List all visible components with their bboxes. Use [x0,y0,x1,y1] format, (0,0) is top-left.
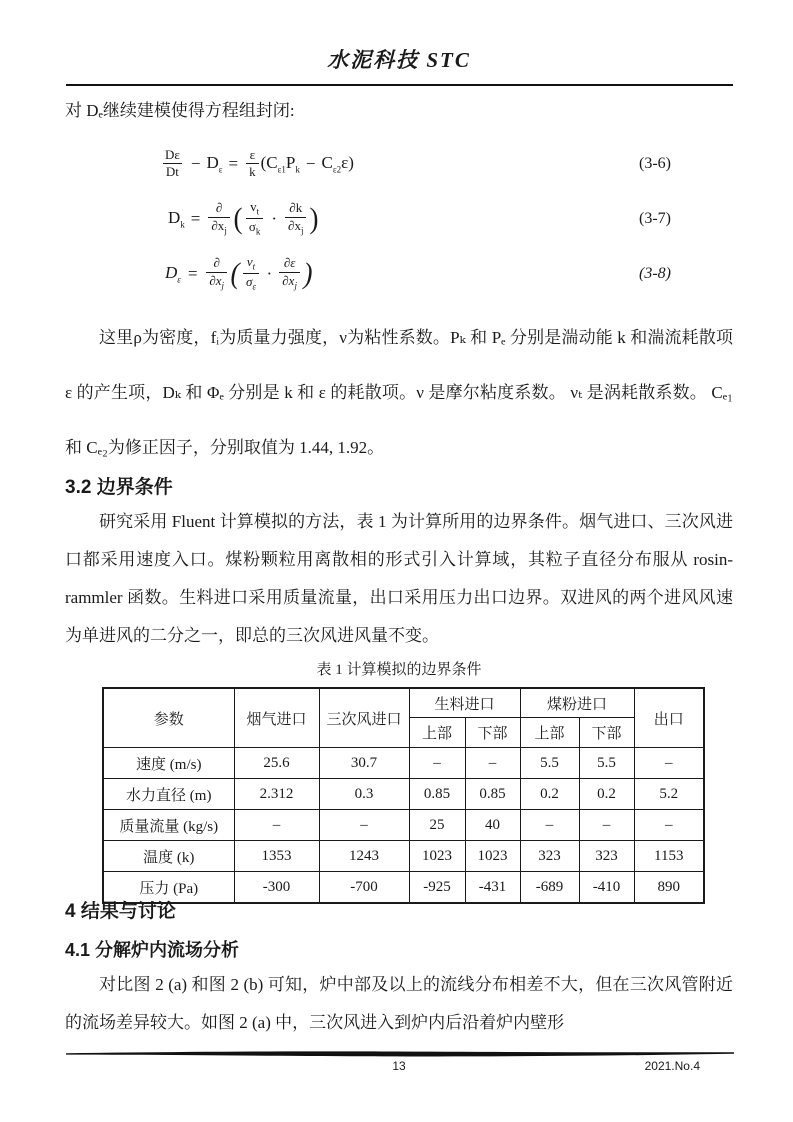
header-cell-upper: 上部 [520,718,579,748]
math-symbol: ( [260,152,267,172]
math-subscript: k [255,226,261,237]
fraction [246,199,264,238]
math-subscript: ε1 [277,164,286,175]
equations-block [65,136,733,301]
math-token [321,153,353,174]
equation-body [168,199,320,238]
math-symbol: ε [341,152,349,172]
header-cell-raw-meal-inlet: 生料进口 [409,688,520,718]
close-paren: ) [303,257,313,290]
page-number: 13 [392,1059,406,1073]
math-operator: = [190,208,201,228]
equation-3-8 [65,246,733,301]
journal-title: 水泥科技 STC [327,48,471,72]
table-cell: 0.2 [520,779,579,810]
math-token: ∂ [215,200,223,216]
math-symbol: σ [246,274,253,289]
header-cell-upper: 上部 [409,718,465,748]
table-cell: 1023 [465,841,520,872]
table-cell: 25.6 [234,748,319,779]
fraction [285,200,306,236]
table-cell: 40 [465,810,520,841]
fraction [279,255,300,291]
math-subscript: ε [218,164,223,175]
math-subscript: t [256,206,260,217]
math-subscript: ε2 [332,164,342,175]
table-cell: -925 [409,872,465,904]
math-token: Dε [165,146,180,162]
boundary-conditions-table [102,687,705,904]
row-label: 压力 (Pa) [103,872,234,904]
math-symbol: P [285,152,296,172]
table-header-row-1 [103,688,704,718]
table-cell: 890 [634,872,704,904]
header-cell-smoke-inlet: 烟气进口 [234,688,319,748]
open-paren: ( [230,257,240,290]
table-cell: 5.5 [579,748,634,779]
table-cell: 1243 [319,841,409,872]
math-subscript: j [300,225,304,236]
footer-rule [66,1050,734,1058]
math-subscript: j [221,280,225,291]
math-token [243,273,259,293]
fraction [246,147,259,181]
row-label: 质量流量 (kg/s) [103,810,234,841]
table-cell: 2.312 [234,779,319,810]
math-token: Dt [163,163,182,180]
math-token [285,217,306,237]
table-row-temperature [103,841,704,872]
math-symbol: D [168,207,181,227]
math-token [165,263,181,284]
table-cell: 5.5 [520,748,579,779]
math-subscript: k [295,164,300,175]
table-cell: – [409,748,465,779]
intro-paragraph: 对 Dₑ继续建模使得方程组封闭: [65,101,295,120]
math-symbol: ∂x [209,272,222,288]
turbulence-paragraph: 这里ρ为密度，fᵢ为质量力强度，ν为粘性系数。Pₖ 和 Pₑ 分别是湍动能 k 和湍流耗散项 ε 的产生项，Dₖ 和 Φₑ 分别是 k 和 ε 的耗散项。ν 是摩尔粘度系数。 νₜ 是涡耗散系数。 Cₑ₁ 和 Cₑ₂为修正因子，分别取值为 1.44, 1.92。 [65,328,734,457]
section-3-2-heading: 3.2 边界条件 [65,477,173,498]
table-cell: 1353 [234,841,319,872]
table-cell: 323 [520,841,579,872]
math-operator: · [271,208,278,228]
issue-number: 2021.No.4 [644,1059,700,1073]
header-cell-param: 参数 [103,688,234,748]
table-cell: -300 [234,872,319,904]
fraction [162,147,183,181]
table-row-hydraulic-diameter [103,779,704,810]
math-subscript: ε [177,274,181,285]
math-operator: = [228,153,239,173]
math-token: ∂ε [283,255,296,271]
table-cell: 323 [579,841,634,872]
math-token: ∂k [289,200,303,216]
math-subscript: t [252,261,256,272]
flow-field-paragraph: 对比图 2 (a) 和图 2 (b) 可知，炉中部及以上的流线分布相差不大，但在三次风管附近的流场差异较大。如图 2 (a) 中，三次风进入到炉内后沿着炉内壁形 [65,975,733,1032]
header-cell-lower: 下部 [579,718,634,748]
table-cell: 25 [409,810,465,841]
math-symbol: ) [348,152,354,172]
header-cell-coal-inlet: 煤粉进口 [520,688,634,718]
table-cell: 30.7 [319,748,409,779]
table-cell: 5.2 [634,779,704,810]
math-token [168,208,185,229]
table-cell: – [465,748,520,779]
table-cell: 0.3 [319,779,409,810]
boundary-conditions-paragraph: 研究采用 Fluent 计算模拟的方法，表 1 为计算所用的边界条件。烟气进口、三次风进口都采用速度入口。煤粉颗粒用离散相的形式引入计算域，其粒子直径分布服从 rosin-rammler 函数。生料进口采用质量流量，出口采用压力出口边界。双进风的两个进风风速为单进风的二分之一，即总的三次风进风量不变。 [65,512,733,645]
math-subscript: j [294,280,297,291]
equation-number: (3-6) [639,154,671,172]
math-symbol: σ [248,219,256,234]
header-cell-lower: 下部 [465,718,520,748]
math-token [261,153,300,174]
math-symbol: ∂x [282,272,295,288]
math-symbol: ν [246,254,253,270]
math-token [247,199,262,218]
math-token [206,153,222,174]
math-operator: − [305,153,316,173]
table-cell: – [234,810,319,841]
math-operator: − [190,153,201,173]
table-cell: – [319,810,409,841]
math-operator: = [186,263,199,283]
table-cell: -700 [319,872,409,904]
math-subscript: j [224,225,227,236]
math-token [279,272,300,292]
header-rule [66,84,733,86]
equation-3-6 [65,136,733,191]
math-token [208,217,229,237]
math-symbol: ∂x [211,217,225,233]
table-cell: 1153 [634,841,704,872]
math-token: ∂ [213,255,220,271]
table-cell: 1023 [409,841,465,872]
header-cell-tertiary-inlet: 三次风进口 [319,688,409,748]
table-cell: – [520,810,579,841]
math-symbol: C [321,152,333,172]
fraction [206,255,227,291]
table-cell: – [579,810,634,841]
math-symbol: D [165,262,178,282]
equation-number: (3-8) [639,264,671,282]
table-row-pressure [103,872,704,904]
math-subscript: k [180,219,185,230]
table-cell: -431 [465,872,520,904]
table-cell: – [634,748,704,779]
table-row-mass-flow [103,810,704,841]
fraction [208,200,229,236]
row-label: 温度 (k) [103,841,234,872]
math-subscript: ε [252,281,256,292]
equation-body [160,147,354,181]
close-paren: ) [309,202,319,235]
table-cell: 0.85 [465,779,520,810]
equation-number: (3-7) [639,209,671,227]
header-cell-outlet: 出口 [634,688,704,748]
math-symbol: v [250,199,257,215]
table-cell: 0.2 [579,779,634,810]
math-symbol: ∂x [288,217,301,233]
fraction [243,254,259,293]
math-token [246,218,264,238]
open-paren: ( [233,202,243,235]
math-symbol: C [266,152,278,172]
math-token [206,272,227,292]
table-cell: – [634,810,704,841]
row-label: 速度 (m/s) [103,748,234,779]
table-title: 表 1 计算模拟的边界条件 [316,662,482,678]
section-4-heading: 4 结果与讨论 [65,901,176,922]
row-label: 水力直径 (m) [103,779,234,810]
math-symbol: D [206,152,219,172]
math-token [244,254,258,273]
table-cell: -689 [520,872,579,904]
table-cell: 0.85 [409,779,465,810]
equation-body [165,254,314,293]
math-token: ε [249,146,256,162]
equation-3-7 [65,191,733,246]
math-operator: · [267,263,272,283]
section-4-1-heading: 4.1 分解炉内流场分析 [65,940,240,960]
table-row-velocity [103,748,704,779]
table-cell: -410 [579,872,634,904]
math-token: k [246,163,259,180]
